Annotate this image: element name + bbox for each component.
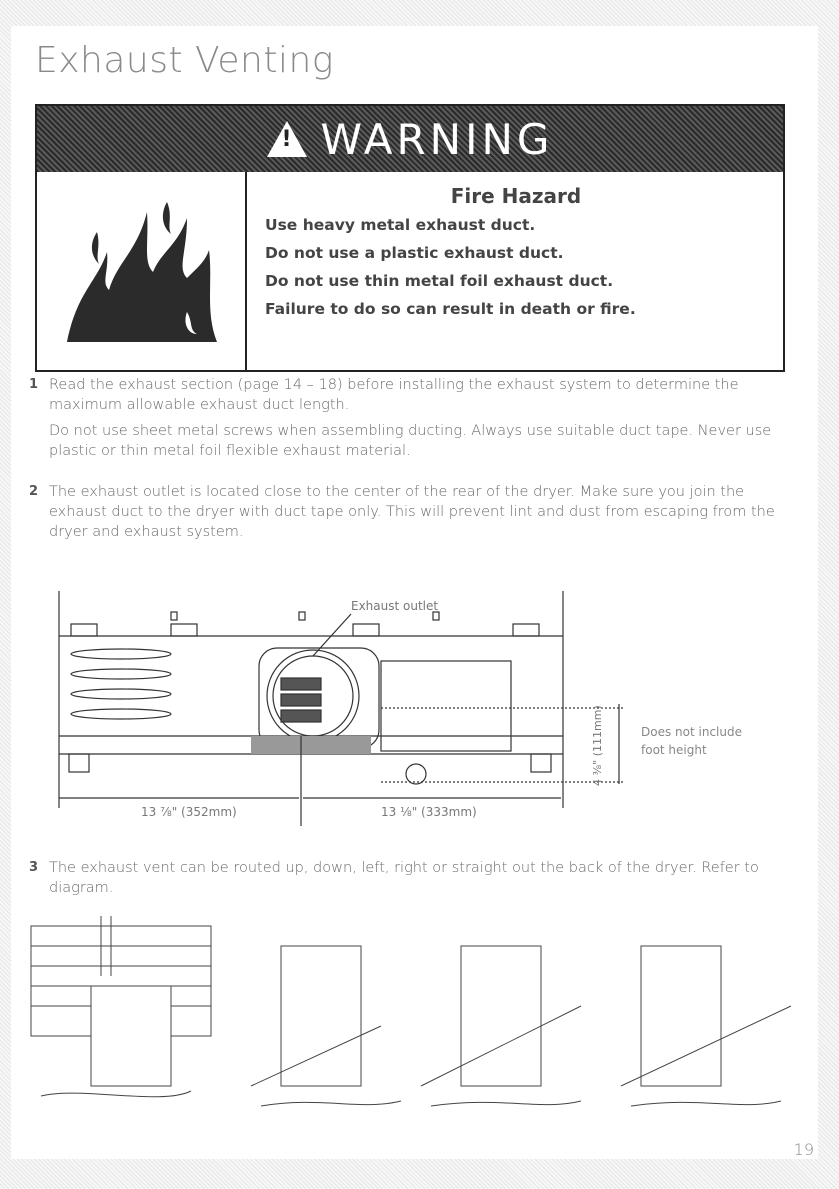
step-number: 2: [29, 484, 39, 499]
note-line-2: foot height: [641, 743, 707, 757]
step-number: 1: [29, 377, 39, 392]
step-text: Do not use sheet metal screws when assembling ducting. Always use suitable duct tape. Never use plastic or thin metal foil flexible exhaust material.: [49, 423, 772, 459]
warning-header: [37, 106, 783, 172]
warning-line: Do not use thin metal foil exhaust duct.: [265, 272, 614, 290]
fire-icon: [37, 172, 247, 370]
step-text: The exhaust outlet is located close to the center of the rear of the dryer. Make sure you join the exhaust duct to the dryer with duct tape only. This will prevent lint and dust from escaping from the dryer and exhaust system.: [49, 484, 775, 540]
note-line-1: Does not include: [641, 725, 742, 739]
dim-left-label: 13 ⅞" (352mm): [141, 805, 237, 819]
step-1: [29, 375, 789, 467]
step-number: 3: [29, 860, 39, 875]
dim-right-label: 13 ⅛" (333mm): [381, 805, 477, 819]
step-3: [29, 858, 789, 904]
vent-routing-illustrations: [21, 906, 811, 1116]
hazard-title: Fire Hazard: [450, 184, 582, 208]
page: [11, 26, 818, 1159]
step-text: Read the exhaust section (page 14 – 18) before installing the exhaust system to determine the maximum allowable exhaust duct length.: [49, 377, 739, 413]
rear-view-diagram: [51, 586, 771, 836]
outlet-label: Exhaust outlet: [351, 599, 439, 613]
warning-line: Failure to do so can result in death or fire.: [265, 300, 636, 318]
warning-line: Use heavy metal exhaust duct.: [265, 216, 536, 234]
step-text: The exhaust vent can be routed up, down, left, right or straight out the back of the dryer. Refer to diagram.: [49, 860, 759, 896]
dim-height-label: 4 ⅜" (111mm): [591, 705, 604, 786]
step-2: [29, 482, 789, 548]
warning-text: [259, 184, 773, 328]
warning-line: Do not use a plastic exhaust duct.: [265, 244, 564, 262]
page-number: 19: [793, 1140, 814, 1159]
warning-triangle-icon: !: [267, 121, 307, 157]
page-title: Exhaust Venting: [35, 40, 334, 81]
warning-box: [35, 104, 785, 372]
warning-word: WARNING: [320, 114, 554, 164]
